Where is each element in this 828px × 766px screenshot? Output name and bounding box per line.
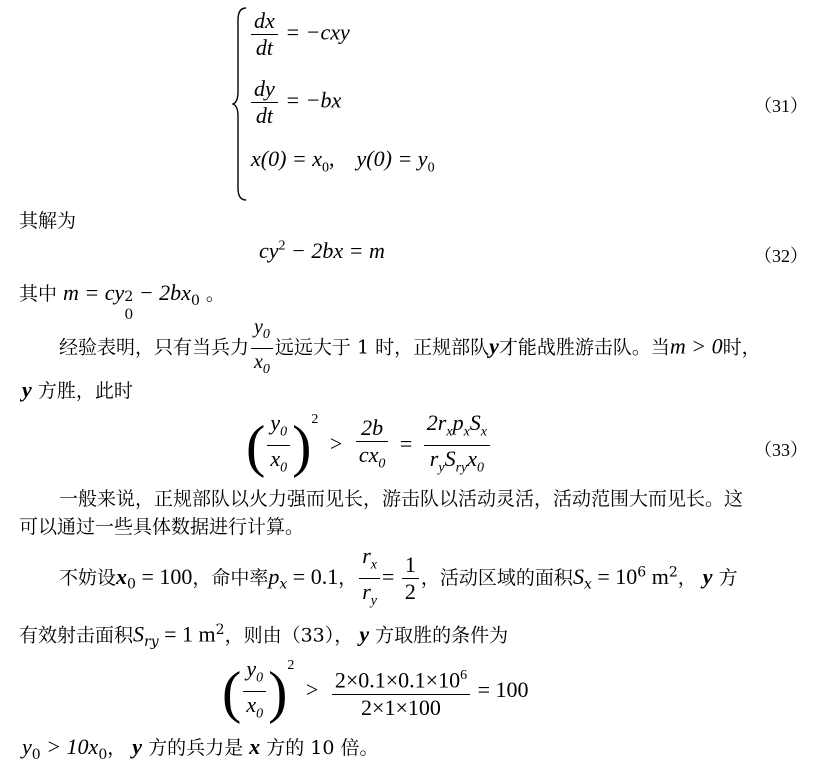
frac-den: $x_0$ — [254, 351, 270, 377]
frac-num: $y_0$ — [254, 316, 270, 342]
assume-line: 不妨设$x_0 = 100$，命中率$p_x = 0.1$， $\frac{r_x}{r_y}$ = $\frac{1}{2}$ ，活动区域的面积$S_x = 10^6$ $m^2$， y 方 — [59, 543, 738, 609]
frac-den: dt — [255, 35, 273, 60]
left-brace — [232, 6, 248, 202]
eq31-line2-rhs: = −bx — [285, 87, 342, 113]
equation-32 — [259, 238, 385, 264]
where-end: 。 — [199, 283, 225, 305]
initial-y: y(0) = y — [356, 146, 428, 171]
sub-zero: 0 — [427, 160, 435, 176]
general-paragraph-line2: 可以通过一些具体数据进行计算。 — [19, 516, 305, 538]
frac-num: dy — [254, 76, 275, 101]
eq31-line1 — [249, 8, 350, 61]
eq32-lhs: cy — [259, 238, 279, 263]
where-prefix: 其中 — [19, 283, 64, 305]
effective-area-line: 有效射击面积$S_{ry} = 1$ $m^2$，则由（33）， y 方取胜的条件为 — [19, 621, 509, 651]
m-expr: m = cy — [63, 280, 125, 305]
where-line: 其中 m = cy 2 0 − $2bx_0$ 。 — [19, 280, 225, 323]
equation-number-32: （32） — [754, 246, 808, 266]
eq31-line1-rhs: = −cxy — [285, 19, 350, 45]
y-wins-line: y 方胜，此时 — [22, 377, 133, 402]
final-inequality: ( $\frac{y_0}{x_0}$ )$^2$ > $\frac{2\times 0.1\times 0.1\times 10^6}{2\times 1\times 100}$ = 100 — [222, 656, 529, 725]
general-paragraph-line1: 一般来说，正规部队以火力强而见长，游击队以活动灵活，活动范围大而见长。这 — [59, 488, 744, 510]
sub-zero: 0 — [322, 160, 330, 176]
initial-x: x(0) = x — [251, 146, 323, 171]
solution-label: 其解为 — [19, 210, 77, 232]
eq32-rest: − 2bx = m — [285, 238, 385, 263]
m-expr-mid: − 2bx — [133, 280, 191, 305]
eq31-line3: $x(0) = x_0$, $y(0) = y_0$ — [251, 146, 435, 176]
equation-33: ( $\frac{y_0}{x_0}$ )$^2$ > $\frac{2b}{cx_0}$ = $\frac{2r_xp_xS_x}{r_yS_{ry}x_0}$ — [246, 410, 492, 482]
equation-number-31: （31） — [754, 96, 808, 116]
frac-num: dx — [254, 8, 275, 33]
frac-den: dt — [255, 103, 273, 128]
eq32-sup: 2 — [278, 238, 286, 254]
eq31-line2 — [249, 76, 341, 129]
experience-paragraph: 经验表明，只有当兵力 $\frac{y_0}{x_0}$ 远远大于 1 时，正规部队y才能战胜游击队。当m > 0时， — [59, 314, 761, 383]
equation-number-33: （33） — [754, 440, 808, 460]
conclusion-line: $y_0 > 10x_0$， y 方的兵力是 x 方的 10 倍。 — [22, 734, 379, 763]
